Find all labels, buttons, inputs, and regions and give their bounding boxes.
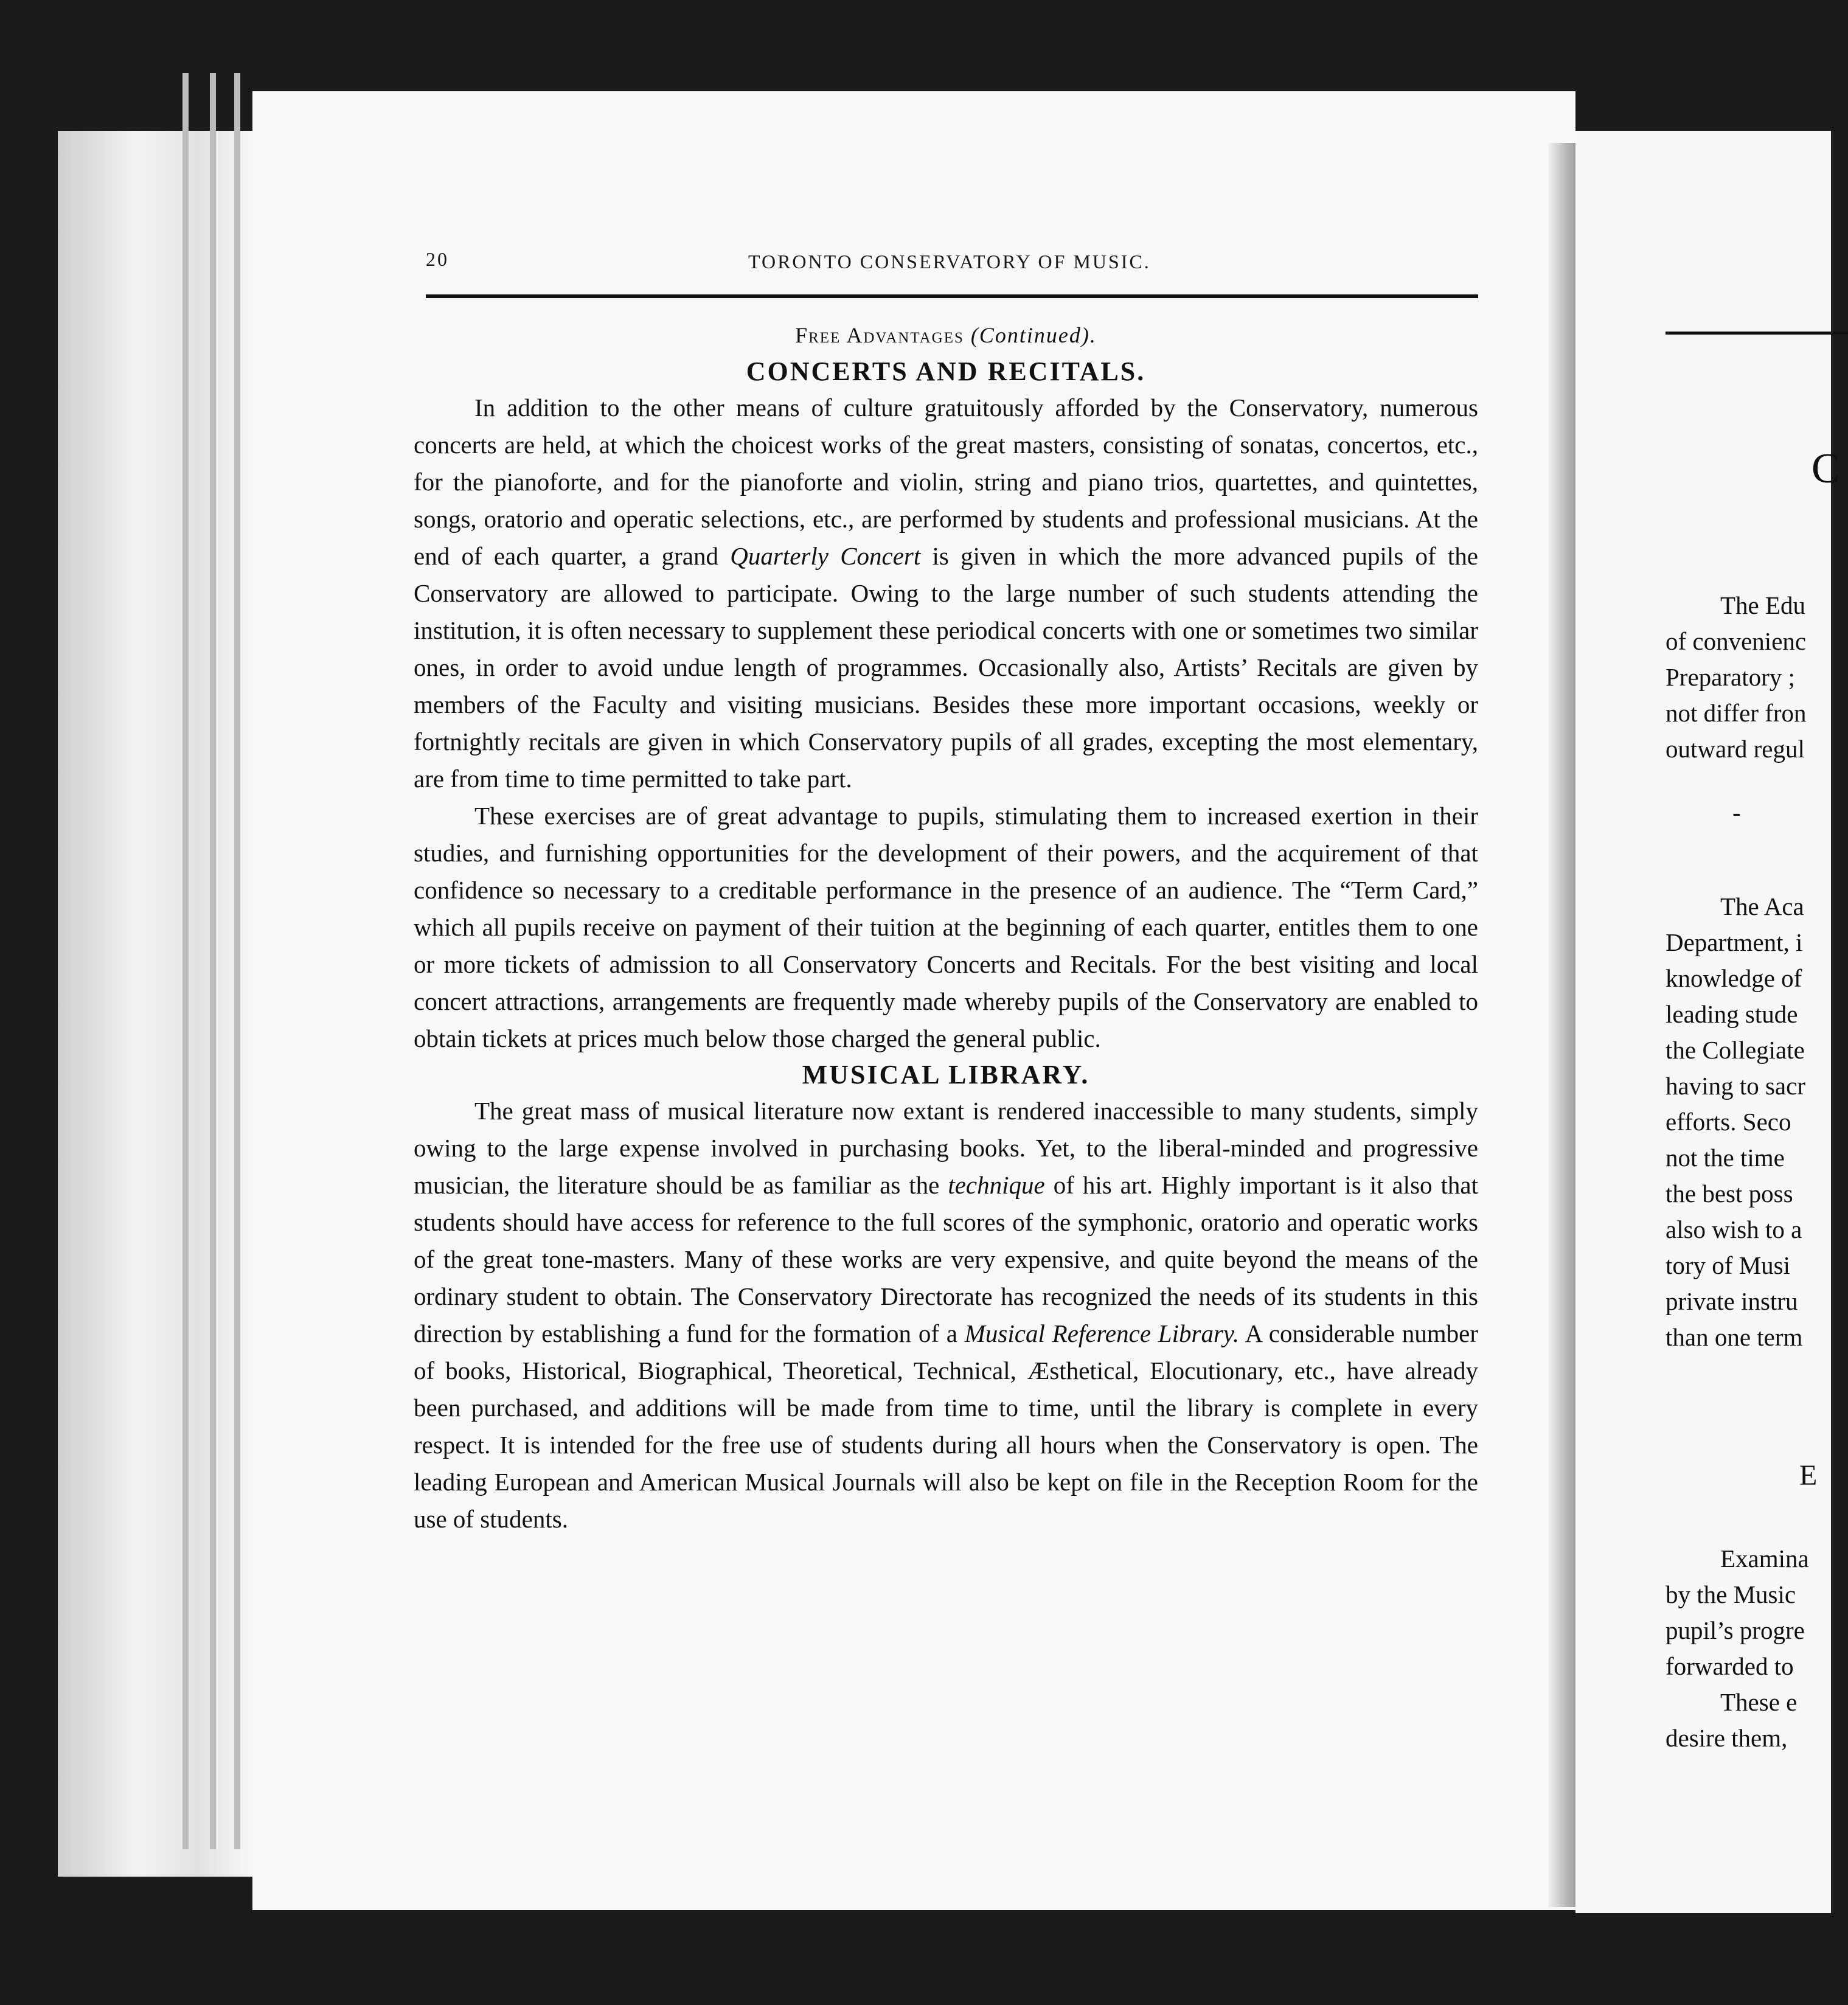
page-number: 20 bbox=[426, 248, 449, 270]
section-title-concerts: CONCERTS AND RECITALS. bbox=[746, 356, 1146, 386]
right-line: having to sacr bbox=[1666, 1072, 1805, 1100]
right-line: These e bbox=[1720, 1688, 1798, 1716]
right-heading2-fragment: E bbox=[1799, 1459, 1818, 1492]
section-title-library: MUSICAL LIBRARY. bbox=[802, 1060, 1090, 1089]
paragraph-concerts-2: These exercises are of great advantage to pupils, stimulating them to increased exertion in their studies, and furnishing opportunities for the development of their powers, and the acquirement of that confidence so necessary to a creditable performance in the presence of an audience. The “Term Card,” which all pupils receive on payment of their tuition at the beginning of each quarter, entitles them to one or more tickets of admission to all Conservatory Concerts and Recitals. For the best visiting and local concert attractions, arrangements are frequently made whereby pupils of the Conservatory are enabled to obtain tickets at prices much below those charged the general public. bbox=[414, 802, 1478, 1052]
right-line: knowledge of bbox=[1666, 964, 1802, 992]
right-line: forwarded to bbox=[1666, 1652, 1794, 1680]
right-line: leading stude bbox=[1666, 1000, 1798, 1028]
right-line: Department, i bbox=[1666, 928, 1803, 956]
paragraph-library bbox=[414, 1093, 1478, 1538]
subheading bbox=[414, 322, 1478, 350]
right-heading-fragment: C bbox=[1812, 445, 1840, 492]
gutter-shadow bbox=[1548, 143, 1579, 1907]
page-edge-line bbox=[182, 73, 189, 1849]
running-head bbox=[426, 248, 1478, 285]
right-line: the best poss bbox=[1666, 1180, 1793, 1208]
right-line: the Collegiate bbox=[1666, 1036, 1805, 1064]
right-line: efforts. Seco bbox=[1666, 1108, 1791, 1136]
right-line: Preparatory ; bbox=[1666, 663, 1795, 691]
subheading-main: Free Advantages bbox=[795, 323, 964, 347]
right-line: of convenienc bbox=[1666, 627, 1807, 655]
right-line: tory of Musi bbox=[1666, 1251, 1790, 1279]
right-line: by the Music bbox=[1666, 1580, 1796, 1608]
right-line: not the time bbox=[1666, 1144, 1785, 1172]
right-dash: - bbox=[1732, 798, 1741, 826]
right-line: The Aca bbox=[1720, 892, 1804, 920]
paragraph-concerts-1 bbox=[414, 389, 1478, 797]
text-run: A considerable number of books, Historical, Biographical, Theoretical, Technical, Æsthetical, Elocutionary, etc., have already been purchased, and additions will be made from time to time, until the library is complete in every respect. It is intended for the free use of students during all hours when the Conservatory is open. The leading European and American Musical Journals will also be kept on file in the Reception Room for the use of students. bbox=[414, 1319, 1478, 1533]
header-rule bbox=[426, 294, 1478, 298]
right-line: desire them, bbox=[1666, 1724, 1788, 1752]
text-run: of his art. Highly important is it also that students should have access for reference to the full scores of the symphonic, oratorio and operatic works of the great tone-masters. Many of these works are very expensive, and quite beyond the means of the ordinary student to obtain. The Conservatory Directorate has recognized the needs of its students in this direction by establishing a fund for the formation of a bbox=[414, 1171, 1478, 1347]
text-run: The great mass of musical literature now extant is rendered inaccessible to many students, simply owing to the large expense involved in purchasing books. Yet, to the liberal-minded and progressive musician, the literature should be as familiar as the bbox=[414, 1097, 1478, 1199]
page-stack-edges bbox=[58, 131, 259, 1877]
right-line: also wish to a bbox=[1666, 1215, 1802, 1243]
right-line: The Edu bbox=[1720, 591, 1806, 619]
right-line: private instru bbox=[1666, 1287, 1798, 1315]
italic-run: Musical Reference Library. bbox=[964, 1319, 1240, 1347]
main-text-block bbox=[414, 322, 1478, 1538]
right-page-rule bbox=[1666, 332, 1848, 335]
page-edge-line bbox=[234, 73, 240, 1849]
italic-run: Quarterly Concert bbox=[730, 542, 921, 570]
right-line: pupil’s progre bbox=[1666, 1616, 1805, 1644]
page-edge-line bbox=[210, 73, 216, 1849]
text-run: In addition to the other means of culture gratuitously afforded by the Conservatory, numerous concerts are held, at which the choicest works of the great masters, consisting of sonatas, concertos, etc., for the pianoforte, and for the pianoforte and violin, string and piano trios, quartettes, and quintettes, songs, oratorio and operatic selections, etc., are performed by students and professional musicians. At the end of each quarter, a grand bbox=[414, 394, 1478, 570]
italic-run: technique bbox=[948, 1171, 1045, 1199]
running-title: TORONTO CONSERVATORY OF MUSIC. bbox=[748, 251, 1151, 273]
right-line: not differ fron bbox=[1666, 699, 1807, 727]
subheading-paren: (Continued). bbox=[970, 323, 1097, 347]
right-line: Examina bbox=[1720, 1545, 1809, 1572]
right-line: outward regul bbox=[1666, 735, 1805, 763]
text-run: is given in which the more advanced pupils of the Conservatory are allowed to participate. Owing to the large number of such students attending the institution, it is often necessary to supplement these periodical concerts with one or sometimes two similar ones, in order to avoid undue length of programmes. Occasionally also, Artists’ Recitals are given by members of the Faculty and visiting musicians. Besides these more important occasions, weekly or fortnightly recitals are given in which Conservatory pupils of all grades, excepting the most elementary, are from time to time permitted to take part. bbox=[414, 542, 1478, 793]
right-line: than one term bbox=[1666, 1323, 1803, 1351]
